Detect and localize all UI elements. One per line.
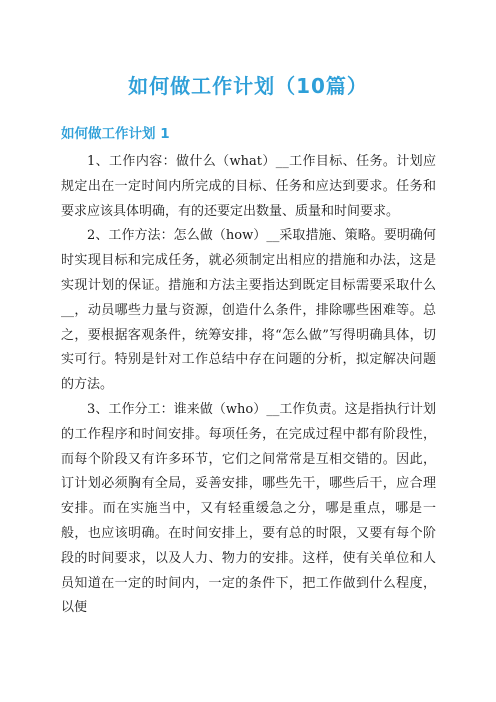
document-body: [61, 150, 436, 621]
paragraph-work-content: 1、工作内容：做什么（what）__工作目标、任务。计划应规定出在一定时间内所完成的目标、任务和应达到要求。任务和要求应该具体明确，有的还要定出数量、质量和时间要求。: [61, 154, 436, 219]
paragraph-work-division: 3、工作分工：谁来做（who）__工作负责。这是指执行计划的工作程序和时间安排。每项任务，在完成过程中都有阶段性，而每个阶段又有许多环节，它们之间常常是互相交错的。因此，订计划必须胸有全局，妥善安排，哪些先干，哪些后干，应合理安排。而在实施当中，又有轻重缓急之分，哪是重点，哪是一般，也应该明确。在时间安排上，要有总的时限，又要有每个阶段的时间要求，以及人力、物力的安排。这样，使有关单位和人员知道在一定的时间内，一定的条件下，把工作做到什么程度，以便: [61, 401, 436, 616]
paragraph-work-method: 2、工作方法：怎么做（how）__采取措施、策略。要明确何时实现目标和完成任务，就必须制定出相应的措施和办法，这是实现计划的保证。措施和方法主要指达到既定目标需要采取什么__，动员哪些力量与资源，创造什么条件，排除哪些困难等。总之，要根据客观条件，统筹安排，将“怎么做”写得明确具体，切实可行。特别是针对工作总结中存在问题的分析，拟定解决问题的方法。: [61, 228, 436, 393]
section-heading: 如何做工作计划 1: [61, 126, 170, 142]
document-title: 如何做工作计划（10篇）: [128, 74, 368, 98]
